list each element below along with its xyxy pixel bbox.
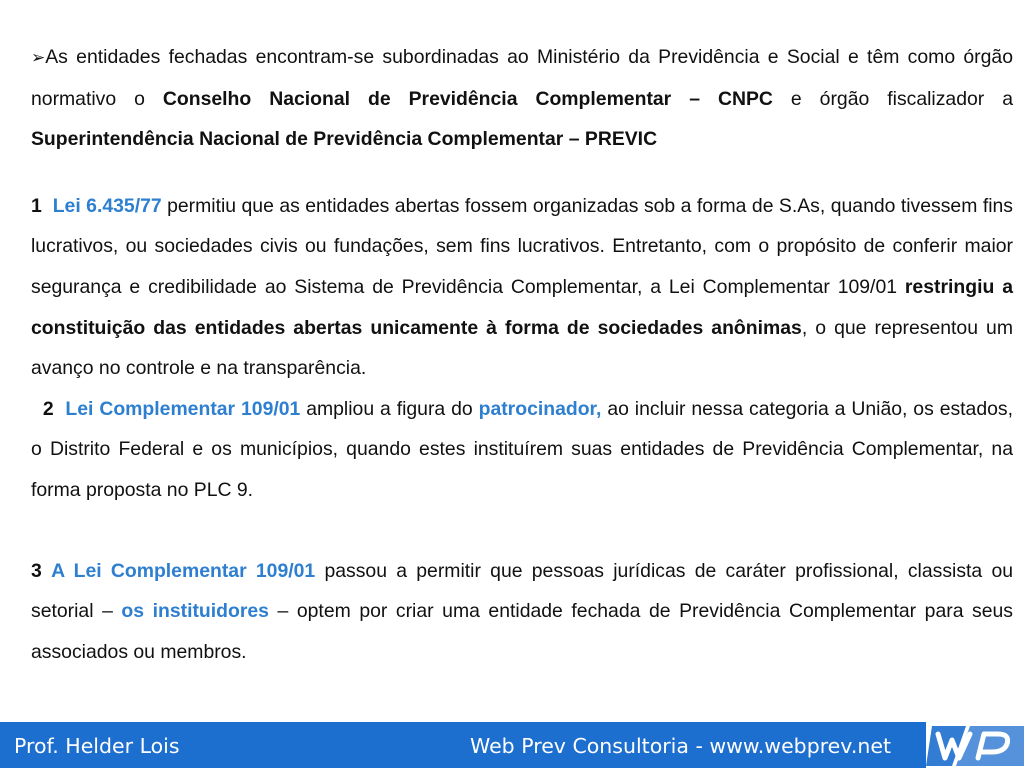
paragraph-text: ao incluir nessa categoria a União, os estados, o Distrito Federal e os municípios, quando estes instituírem suas entidades de Previdência Complementar, na forma proposta no PLC 9. [31,397,1013,501]
instituidores-link[interactable]: os instituidores [121,600,269,623]
footer-author: Prof. Helder Lois [14,734,180,758]
lc-109-link[interactable]: A Lei Complementar 109/01 [51,559,316,582]
paragraph-lc-109-patrocinador [31,389,1013,511]
item-number: 3 [31,559,42,582]
restriction-highlight: restringiu a constituição das entidades abertas unicamente à forma de sociedades anônimas [31,275,1013,339]
paragraph-lc-109-instituidores [31,551,1013,673]
footer-company: Web Prev Consultoria - www.webprev.net [470,734,891,758]
cnpc-term: Conselho Nacional de Previdência Complementar – CNPC [162,87,773,110]
paragraph-entidades-fechadas [31,37,1013,160]
patrocinador-link[interactable]: patrocinador, [478,397,602,420]
previc-term: Superintendência Nacional de Previdência Complementar – PREVIC [31,128,658,151]
paragraph-text: e órgão fiscalizador a [772,87,1013,110]
lc-109-link[interactable]: Lei Complementar 109/01 [65,397,301,420]
slide-body [31,37,1013,672]
paragraph-text: As entidades fechadas encontram-se subordinadas ao Ministério da Previdência e Social e têm como órgão normativo o [31,46,1013,110]
footer-bar [0,722,1024,768]
wp-logo-icon [926,722,1024,768]
arrow-bullet-icon: ➢ [31,48,46,67]
paragraph-text: passou a permitir que pessoas jurídicas de caráter profissional, classista ou setorial – [31,559,1014,623]
item-number: 1 [31,194,42,217]
webprev-logo [926,722,1024,768]
paragraph-text: ampliou a figura do [300,397,479,420]
paragraph-text: , o que representou um avanço no controle e na transparência. [31,316,1013,380]
paragraph-lei-6435 [31,186,1013,389]
item-number: 2 [42,397,54,420]
paragraph-text: permitiu que as entidades abertas fossem organizadas sob a forma de S.As, quando tivessem fins lucrativos, ou sociedades civis ou fundações, sem fins lucrativos. Entretanto, com o propósito de conferir maior segurança e credibilidade ao Sistema de Previdência Complementar, a Lei Complementar 109/01 [31,194,1013,298]
paragraph-text: – optem por criar uma entidade fechada de Previdência Complementar para seus associados ou membros. [31,600,1014,663]
lei-6435-link[interactable]: Lei 6.435/77 [52,194,162,217]
